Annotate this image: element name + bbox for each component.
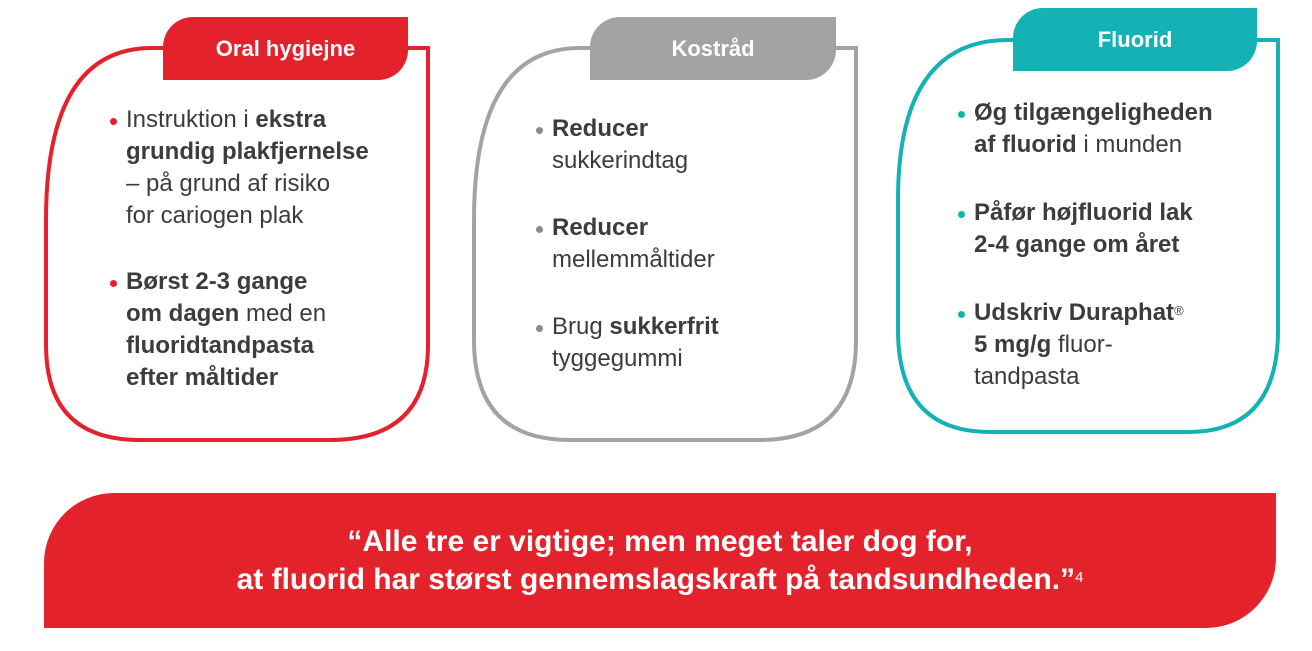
fluoride-title: Fluorid (1013, 8, 1257, 71)
bullet-text: Reducer (552, 115, 649, 142)
bullet-text: Øg tilgængeligheden (974, 99, 1213, 126)
bullet-text: Brug (552, 313, 610, 340)
bullet-dot-icon (958, 111, 965, 118)
bullet-dot-icon (958, 311, 965, 318)
diet-advice-panel (470, 0, 870, 450)
bullet-text: i munden (1076, 131, 1183, 158)
bullet-item (536, 113, 826, 177)
diet-advice-list (536, 113, 826, 410)
bullet-text: ekstra (255, 106, 327, 133)
bullet-text: fluoridtandpasta (126, 332, 315, 359)
bullet-line (126, 104, 410, 136)
bullet-dot-icon (958, 211, 965, 218)
bullet-item (536, 212, 826, 276)
bullet-text: Instruktion i (126, 106, 256, 133)
quote-banner (44, 493, 1276, 628)
bullet-text: – på grund af risiko (126, 170, 331, 197)
oral-hygiene-panel (0, 0, 440, 450)
bullet-text: med en (239, 300, 327, 327)
bullet-text: 5 mg/g (974, 331, 1052, 358)
bullet-line (126, 266, 410, 298)
bullet-line (552, 145, 826, 177)
bullet-line (126, 168, 410, 200)
bullet-line (974, 329, 1268, 361)
bullet-text: Børst 2-3 gange (126, 268, 308, 295)
bullet-text: om dagen (126, 300, 240, 327)
bullet-line (552, 244, 826, 276)
bullet-text: fluor- (1051, 331, 1113, 358)
bullet-item (958, 197, 1268, 261)
bullet-line (552, 113, 826, 145)
quote-line-2-text: at fluorid har størst gennemslagskraft på tandsundheden.” (236, 562, 1076, 596)
bullet-text: efter måltider (126, 364, 279, 391)
bullet-dot-icon (110, 118, 117, 125)
bullet-text: af fluorid (974, 131, 1077, 158)
bullet-dot-icon (536, 325, 543, 332)
bullet-line (126, 200, 410, 232)
oral-hygiene-list (110, 104, 410, 428)
bullet-text: tandpasta (974, 363, 1080, 390)
bullet-line (126, 362, 410, 394)
bullet-text: grundig plakfjernelse (126, 138, 369, 165)
bullet-line (552, 343, 826, 375)
bullet-item (536, 311, 826, 375)
bullet-text: 2-4 gange om året (974, 231, 1180, 258)
bullet-text: tyggegummi (552, 345, 683, 372)
bullet-line (974, 197, 1268, 229)
bullet-line (974, 297, 1268, 329)
bullet-line (552, 212, 826, 244)
oral-hygiene-title: Oral hygiejne (163, 17, 408, 80)
bullet-text: mellemmåltider (552, 246, 715, 273)
bullet-dot-icon (110, 280, 117, 287)
trademark-sup: ® (1174, 303, 1184, 318)
quote-reference: 4 (1075, 568, 1084, 586)
bullet-line (974, 129, 1268, 161)
bullet-line (974, 229, 1268, 261)
bullet-line (974, 361, 1268, 393)
quote-line-1: “Alle tre er vigtige; men meget taler dog for, (347, 524, 973, 558)
bullet-text: Reducer (552, 214, 649, 241)
bullet-item (958, 297, 1268, 393)
bullet-line (974, 97, 1268, 129)
bullet-text: for cariogen plak (126, 202, 304, 229)
bullet-line (126, 136, 410, 168)
bullet-text: sukkerfrit (609, 313, 719, 340)
bullet-line (126, 330, 410, 362)
fluoride-list (958, 97, 1268, 429)
bullet-text: Påfør højfluorid lak (974, 199, 1193, 226)
bullet-item (958, 97, 1268, 161)
bullet-dot-icon (536, 127, 543, 134)
diet-advice-title: Kostråd (590, 17, 836, 80)
bullet-text: sukkerindtag (552, 147, 689, 174)
bullet-item (110, 266, 410, 394)
fluoride-panel (890, 0, 1290, 450)
bullet-line (126, 298, 410, 330)
bullet-item (110, 104, 410, 232)
bullet-text: Udskriv Duraphat (974, 299, 1175, 326)
bullet-line (552, 311, 826, 343)
bullet-dot-icon (536, 226, 543, 233)
quote-line-2 (237, 561, 1084, 599)
